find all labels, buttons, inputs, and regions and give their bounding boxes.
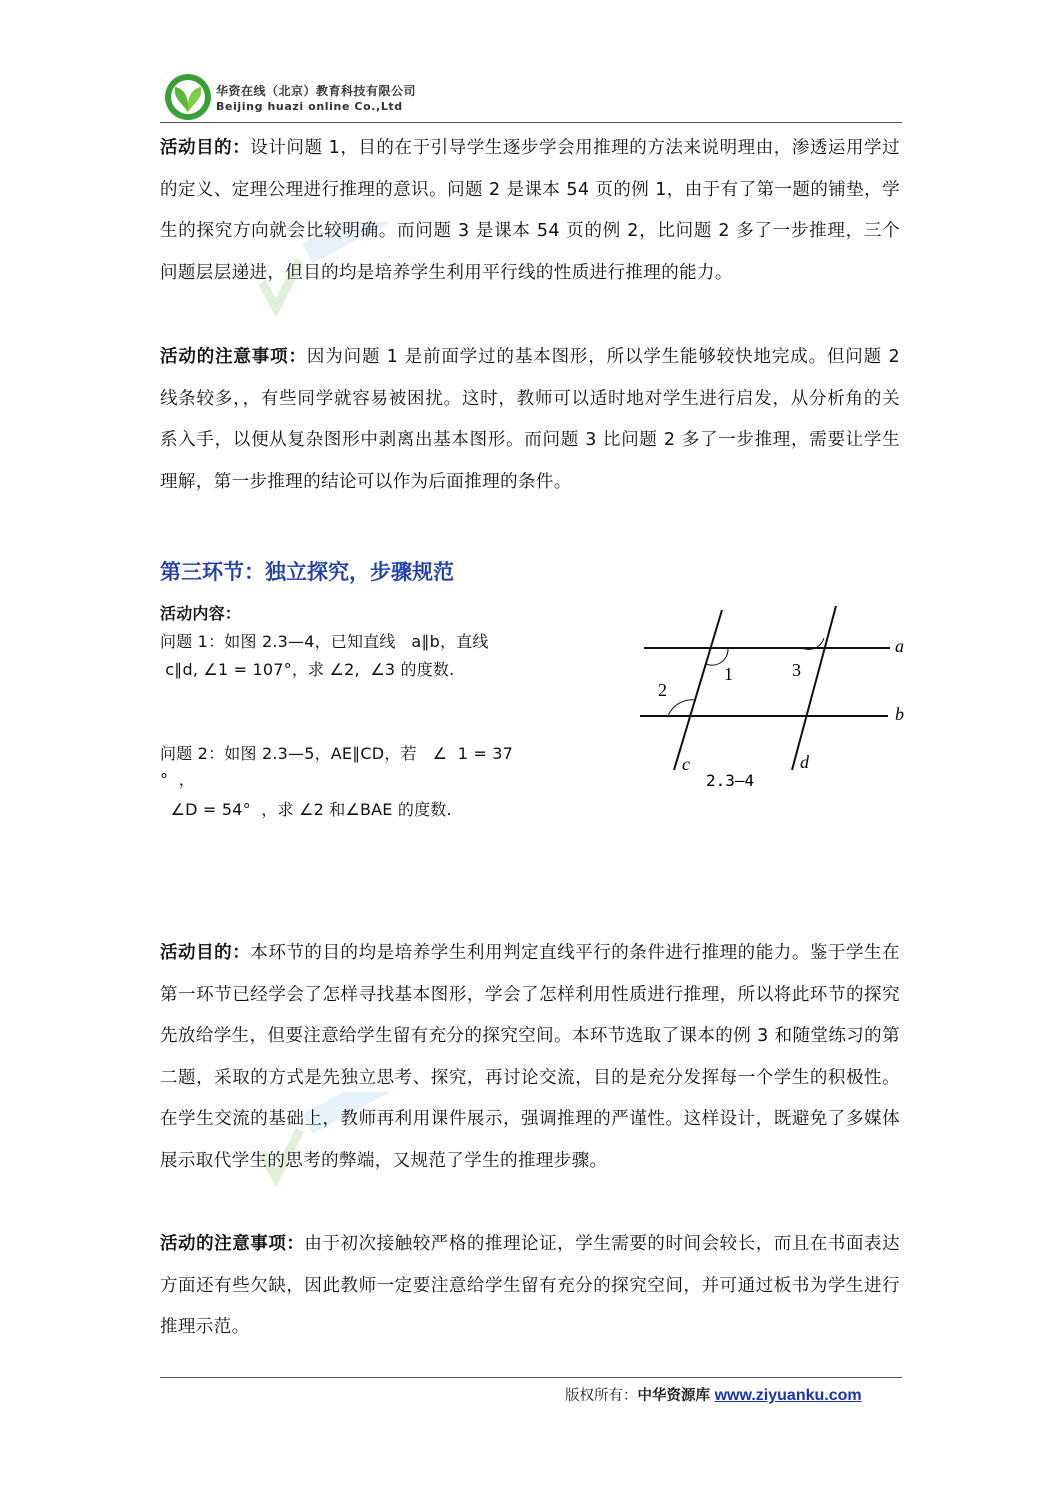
section-title: 第三环节：独立探究，步骤规范 <box>160 560 454 584</box>
purpose-label: 活动目的： <box>160 138 251 158</box>
purpose-paragraph-2 <box>160 933 900 1183</box>
copyright-prefix: 版权所有： <box>565 1388 638 1404</box>
problem-1-line-1: 问题 1：如图 2.3—4，已知直线 a∥b，直线 <box>160 632 489 651</box>
company-name-cn: 华资在线（北京）教育科技有限公司 <box>216 84 417 98</box>
notes-paragraph-2 <box>160 1224 900 1349</box>
copyright-line <box>565 1384 862 1405</box>
parallel-lines-figure <box>630 598 920 798</box>
notes-paragraph-1 <box>160 337 900 503</box>
figure-caption: 2.3—4 <box>706 771 755 790</box>
purpose-text: 本环节的目的均是培养学生利用判定直线平行的条件进行推理的能力。鉴于学生在第一环节已经学会了怎样寻找基本图形，学会了怎样利用性质进行推理，所以将此环节的探究先放给学生，但要注意给学生留有充分的探究空间。本环节选取了课本的例 3 和随堂练习的第二题，采取的方式是先独立思考、探究，再讨论交流，目的是充分发挥每一个学生的积极性。在学生交流的基础上，教师再利用课件展示，强调推理的严谨性。这样设计，既避免了多媒体展示取代学生的思考的弊端，又规范了学生的推理步骤。 <box>160 943 900 1171</box>
notes-text: 由于初次接触较严格的推理论证，学生需要的时间会较长，而且在书面表达方面还有些欠缺，因此教师一定要注意给学生留有充分的探究空间，并可通过板书为学生进行推理示范。 <box>160 1234 900 1338</box>
purpose-paragraph-1 <box>160 128 900 294</box>
angle-label-3: 3 <box>792 660 801 680</box>
purpose-label: 活动目的： <box>160 943 251 963</box>
line-label-b: b <box>895 704 904 724</box>
notes-label: 活动的注意事项： <box>160 347 307 367</box>
problem-1-line-2: c∥d, ∠1 = 107°，求 ∠2, ∠3 的度数. <box>160 660 455 679</box>
line-label-a: a <box>895 636 904 656</box>
notes-label: 活动的注意事项： <box>160 1234 305 1254</box>
problem-2-line-1: 问题 2：如图 2.3—5，AE∥CD，若 ∠ 1 = 37 <box>160 744 514 763</box>
site-name: 中华资源库 <box>637 1388 710 1404</box>
purpose-text: 设计问题 1，目的在于引导学生逐步学会用推理的方法来说明理由，渗透运用学过的定义、定理公理进行推理的意识。问题 2 是课本 54 页的例 1，由于有了第一题的铺垫，学生的探究方向就会比较明确。而问题 3 是课本 54 页的例 2，比问题 2 多了一步推理，三个问题层层递进，但目的均是培养学生利用平行线的性质进行推理的能力。 <box>160 138 900 283</box>
angle-label-1: 1 <box>724 664 733 684</box>
line-label-d: d <box>800 752 809 772</box>
company-name-en: Beijing huazi online Co.,Ltd <box>216 100 403 113</box>
company-logo <box>163 72 213 122</box>
header-divider <box>160 122 902 123</box>
activity-content-label: 活动内容： <box>160 604 242 623</box>
notes-text: 因为问题 1 是前面学过的基本图形，所以学生能够较快地完成。但问题 2 线条较多，，有些同学就容易被困扰。这时，教师可以适时地对学生进行启发，从分析角的关系入手，以便从复杂图形中剥离出基本图形。而问题 3 比问题 2 多了一步推理，需要让学生理解，第一步推理的结论可以作为后面推理的条件。 <box>160 347 900 492</box>
line-label-c: c <box>682 754 690 774</box>
problem-2-line-3: ∠D = 54° ，求 ∠2 和∠BAE 的度数. <box>160 800 452 819</box>
footer-divider <box>160 1377 902 1378</box>
site-url-link[interactable]: www.ziyuanku.com <box>714 1387 862 1404</box>
problem-2-line-2: ° ， <box>160 770 195 789</box>
angle-label-2: 2 <box>658 680 667 700</box>
